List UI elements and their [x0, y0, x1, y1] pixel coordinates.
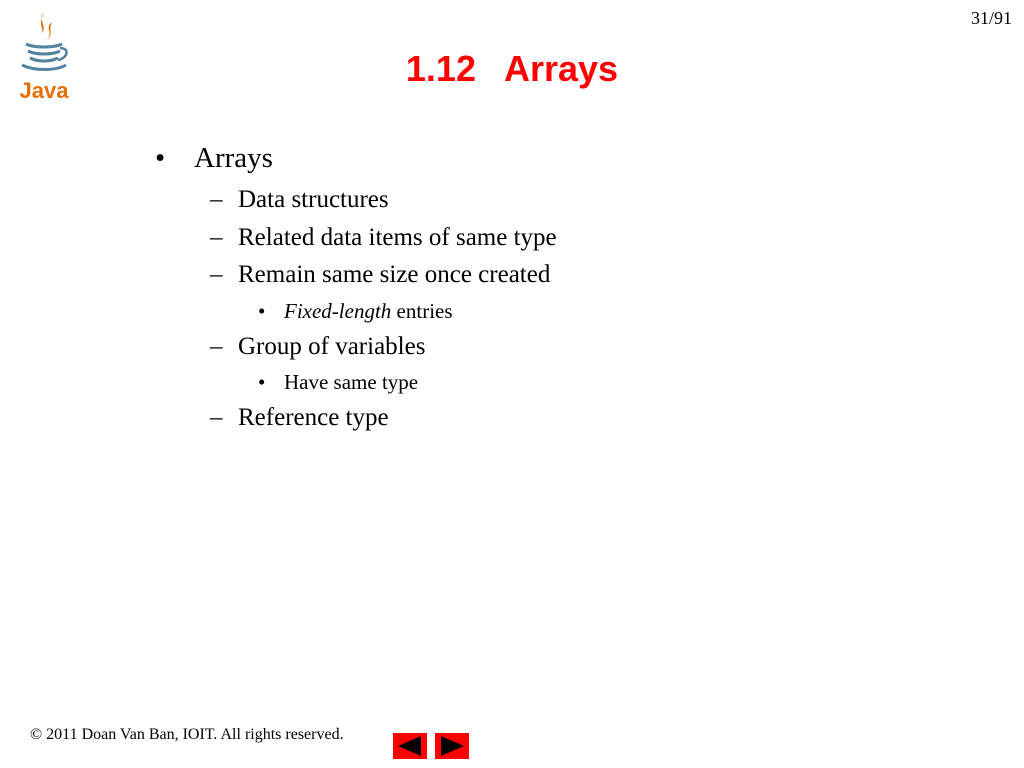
dash-marker: –	[210, 224, 223, 251]
sub-sub-bullet-same-type: Have same type	[284, 370, 419, 394]
svg-text:Java: Java	[19, 78, 69, 103]
sub-bullet-reference-type: Reference type	[238, 404, 389, 431]
footer-copyright	[30, 726, 344, 744]
copyright-symbol: ©	[30, 726, 43, 743]
dash-marker: –	[210, 404, 223, 431]
bullet-marker: •	[258, 299, 266, 323]
bullet-marker: •	[258, 370, 266, 394]
sub-sub-bullet-fixed-length	[284, 299, 453, 324]
copyright-text: 2011 Doan Van Ban, IOIT. All rights reserved.	[42, 726, 344, 743]
dash-marker: –	[210, 333, 223, 360]
fixed-length-rest: entries	[391, 299, 453, 323]
slide-title-number: 1.12	[405, 48, 476, 89]
dash-marker: –	[210, 261, 223, 288]
sub-bullet-group-of-variables: Group of variables	[238, 333, 426, 360]
previous-slide-button[interactable]	[393, 733, 427, 759]
right-arrow-icon	[435, 733, 469, 759]
bullet-marker: •	[155, 142, 166, 174]
sub-bullet-related-items: Related data items of same type	[238, 224, 557, 251]
sub-bullet-remain-same-size: Remain same size once created	[238, 261, 551, 288]
page-counter: 31/91	[970, 8, 1012, 28]
bullet-arrays: Arrays	[194, 142, 273, 174]
left-arrow-icon	[393, 733, 427, 759]
next-slide-button[interactable]	[435, 733, 469, 759]
slide-title-text: Arrays	[503, 48, 619, 89]
sub-bullet-data-structures: Data structures	[238, 186, 389, 213]
dash-marker: –	[210, 186, 223, 213]
fixed-length-italic: Fixed-length	[284, 299, 392, 323]
